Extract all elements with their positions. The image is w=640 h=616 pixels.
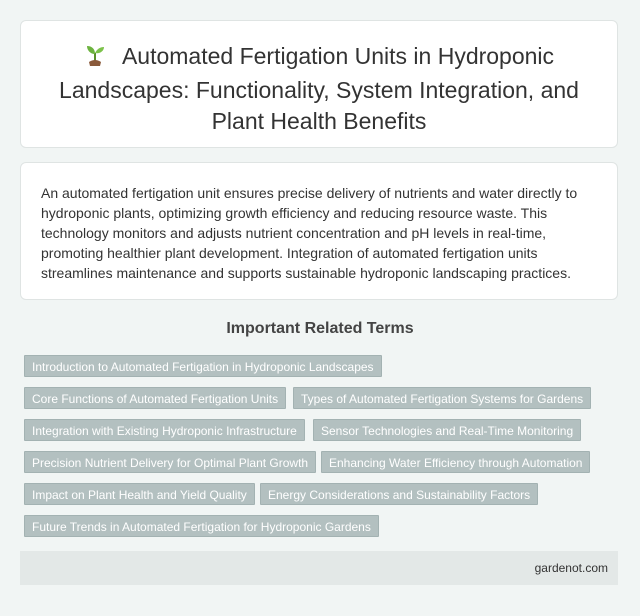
page-title — [21, 21, 617, 137]
term-tag[interactable]: Energy Considerations and Sustainability Factors — [260, 483, 538, 505]
term-tag[interactable]: Future Trends in Automated Fertigation for Hydroponic Gardens — [24, 515, 379, 537]
term-tag[interactable]: Sensor Technologies and Real-Time Monitoring — [313, 419, 581, 441]
title-card — [20, 20, 618, 148]
description-card — [20, 162, 618, 300]
term-tag[interactable]: Types of Automated Fertigation Systems for Gardens — [293, 387, 591, 409]
page-title-text: Automated Fertigation Units in Hydroponic Landscapes: Functionality, System Integration, and Plant Health Benefits — [59, 43, 579, 134]
term-tag[interactable]: Core Functions of Automated Fertigation Units — [24, 387, 286, 409]
term-tag[interactable]: Enhancing Water Efficiency through Automation — [321, 451, 590, 473]
term-tag[interactable]: Integration with Existing Hydroponic Infrastructure — [24, 419, 305, 441]
site-link[interactable]: gardenot.com — [534, 561, 608, 575]
description-text: An automated fertigation unit ensures precise delivery of nutrients and water directly to hydroponic plants, optimizing growth efficiency and reducing resource waste. This technology monitors and adjusts nutrient concentration and pH levels in real-time, promoting healthier plant development. Integration of automated fertigation units streamlines maintenance and supports sustainable hydroponic landscaping practices. — [41, 185, 578, 281]
term-tag[interactable]: Precision Nutrient Delivery for Optimal Plant Growth — [24, 451, 316, 473]
sprout-icon — [84, 43, 106, 75]
term-tag[interactable]: Impact on Plant Health and Yield Quality — [24, 483, 255, 505]
footer — [20, 551, 618, 585]
related-terms-heading: Important Related Terms — [226, 320, 414, 337]
term-tag[interactable]: Introduction to Automated Fertigation in Hydroponic Landscapes — [24, 355, 382, 377]
